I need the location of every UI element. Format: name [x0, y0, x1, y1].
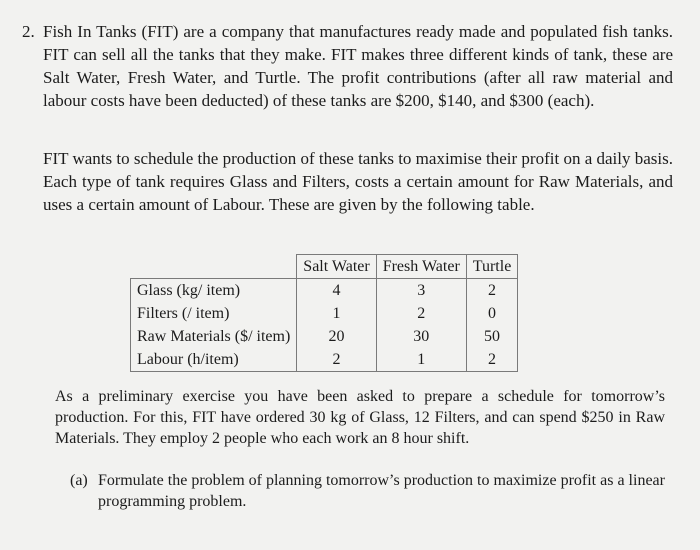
- part-a-text: Formulate the problem of planning tomorrow’s production to maximize profit as a linear programming problem.: [98, 472, 665, 510]
- row-label: Glass (kg/ item): [131, 279, 297, 303]
- table-cell: 2: [376, 302, 466, 325]
- table-row: [131, 348, 518, 372]
- row-label: Raw Materials ($/ item): [131, 325, 297, 348]
- preliminary-paragraph: As a preliminary exercise you have been asked to prepare a schedule for tomorrow’s production. For this, FIT have ordered 30 kg of Glass, 12 Filters, and can spend $250 in Raw Materials. They employ 2 people who each work an 8 hour shift.: [55, 388, 665, 447]
- table-cell: 30: [376, 325, 466, 348]
- table-row: [131, 279, 518, 303]
- table-cell: 0: [466, 302, 518, 325]
- header-turtle: Turtle: [466, 255, 518, 279]
- table-cell: 2: [466, 279, 518, 303]
- question-number: 2.: [22, 22, 35, 41]
- table-cell: 50: [466, 325, 518, 348]
- part-a-label: (a): [70, 472, 88, 489]
- row-label: Filters (/ item): [131, 302, 297, 325]
- table-cell: 3: [376, 279, 466, 303]
- table-row: [131, 325, 518, 348]
- table-corner: [131, 255, 297, 279]
- schedule-paragraph: FIT wants to schedule the production of these tanks to maximise their profit on a daily basis. Each type of tank requires Glass and Filters, costs a certain amount for Raw Materials, and uses a certain amount of Labour. These are given by the following table.: [43, 149, 673, 214]
- table-cell: 20: [297, 325, 376, 348]
- intro-paragraph: Fish In Tanks (FIT) are a company that manufactures ready made and populated fish tanks. FIT can sell all the tanks that they make. FIT makes three different kinds of tank, these are Salt Water, Fresh Water, and Turtle. The profit contributions (after all raw material and labour costs have been deducted) of these tanks are $200, $140, and $300 (each).: [43, 22, 673, 110]
- table-row: [131, 302, 518, 325]
- table-header-row: [131, 255, 518, 279]
- header-fresh-water: Fresh Water: [376, 255, 466, 279]
- table-cell: 2: [466, 348, 518, 372]
- table-cell: 2: [297, 348, 376, 372]
- header-salt-water: Salt Water: [297, 255, 376, 279]
- row-label: Labour (h/item): [131, 348, 297, 372]
- table-cell: 1: [297, 302, 376, 325]
- requirements-table: [130, 254, 518, 372]
- table-cell: 4: [297, 279, 376, 303]
- table-cell: 1: [376, 348, 466, 372]
